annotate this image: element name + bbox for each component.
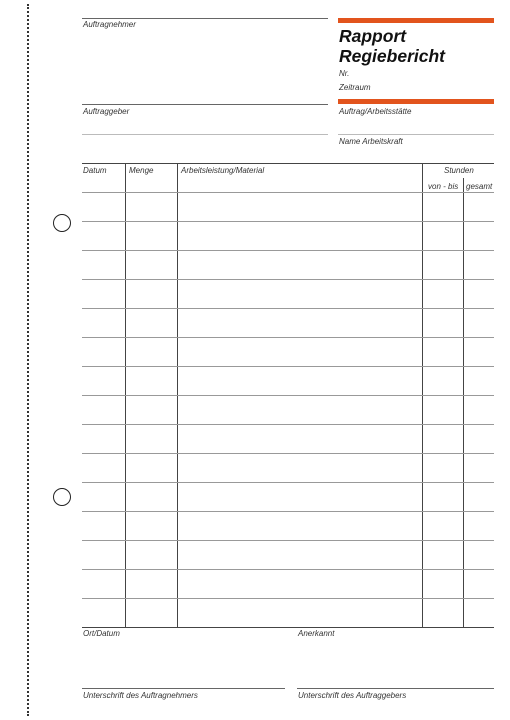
table-row xyxy=(82,337,494,338)
table-row xyxy=(82,482,494,483)
signature-line-auftraggeber xyxy=(297,688,494,689)
table-row xyxy=(82,395,494,396)
table-row xyxy=(82,221,494,222)
col-header-von-bis: von - bis xyxy=(428,182,459,191)
table-row xyxy=(82,598,494,599)
col-header-arbeitsleistung: Arbeitsleistung/Material xyxy=(181,166,265,175)
ort-datum-label: Ort/Datum xyxy=(83,629,120,638)
table-row xyxy=(82,250,494,251)
auftragnehmer-label: Auftragnehmer xyxy=(83,20,136,29)
auftragnehmer-rule xyxy=(82,18,328,19)
table-row xyxy=(82,192,494,193)
col-header-datum: Datum xyxy=(83,166,107,175)
table-top-rule xyxy=(82,163,494,164)
table-row xyxy=(82,569,494,570)
table-row xyxy=(82,308,494,309)
table-row xyxy=(82,540,494,541)
unterschrift-auftraggeber-label: Unterschrift des Auftraggebers xyxy=(298,691,407,700)
form-title-line2: Regiebericht xyxy=(339,46,445,66)
table-row xyxy=(82,511,494,512)
table-bottom-rule xyxy=(82,627,494,628)
table-row xyxy=(82,424,494,425)
col-divider-gesamt xyxy=(463,178,464,627)
name-arbeitskraft-label: Name Arbeitskraft xyxy=(339,137,403,146)
table-row xyxy=(82,453,494,454)
col-header-gesamt: gesamt xyxy=(466,182,493,191)
punch-hole-bottom xyxy=(53,488,71,506)
accent-bar-top xyxy=(338,18,494,23)
col-header-stunden: Stunden xyxy=(444,166,474,175)
zeitraum-label: Zeitraum xyxy=(339,83,371,92)
signature-line-auftragnehmer xyxy=(82,688,285,689)
nr-label: Nr. xyxy=(339,69,350,78)
auftraggeber-field-line xyxy=(82,134,328,135)
auftraggeber-rule xyxy=(82,104,328,105)
punch-hole-top xyxy=(53,214,71,232)
auftraggeber-label: Auftraggeber xyxy=(83,107,130,116)
auftrag-arbeitsstaette-label: Auftrag/Arbeitsstätte xyxy=(339,107,412,116)
table-row xyxy=(82,279,494,280)
perforation-line xyxy=(27,4,29,716)
col-header-menge: Menge xyxy=(129,166,154,175)
table-row xyxy=(82,366,494,367)
auftrag-field-line xyxy=(338,134,494,135)
anerkannt-label: Anerkannt xyxy=(298,629,335,638)
unterschrift-auftragnehmer-label: Unterschrift des Auftragnehmers xyxy=(83,691,198,700)
accent-bar-bottom xyxy=(338,99,494,104)
form-title-line1: Rapport xyxy=(339,26,407,46)
